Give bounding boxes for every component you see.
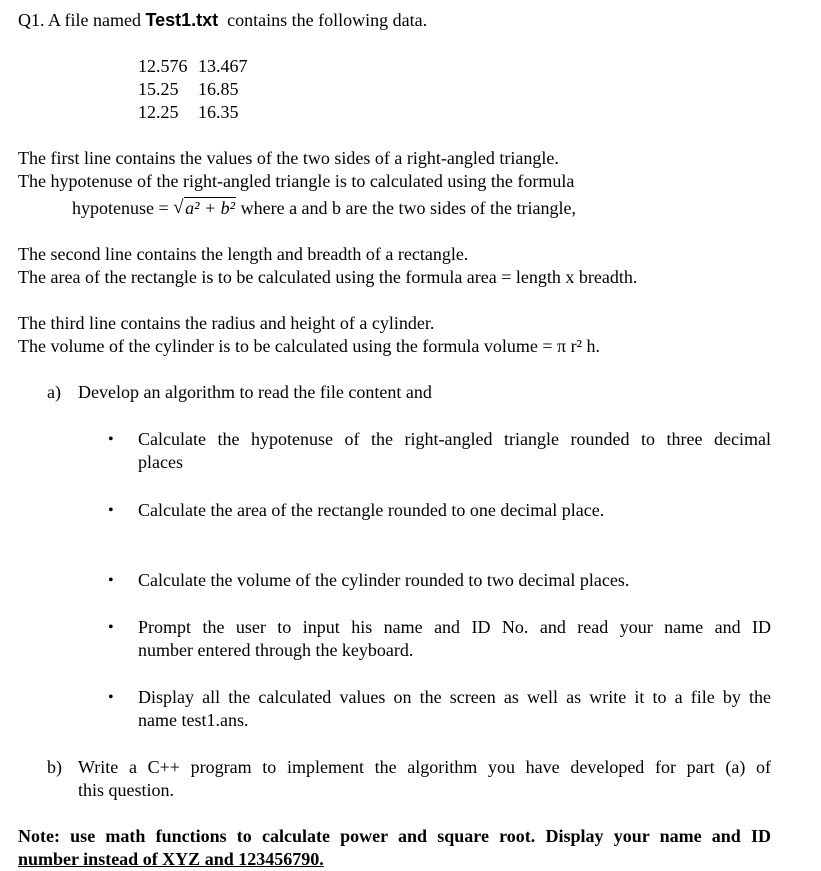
note [18,825,771,871]
paragraph-line: The hypotenuse of the right-angled triangle is to calculated using the formula [18,171,575,191]
bullet-icon: • [108,619,114,636]
data-value: 13.467 [198,56,248,76]
data-row-1 [138,55,248,78]
bullet-icon: • [108,572,114,589]
data-row-2 [138,78,239,101]
data-value: 16.35 [198,102,239,122]
bullet-icon: • [108,689,114,706]
hypotenuse-formula [72,197,576,220]
list-item [138,499,771,522]
question-heading [18,9,427,32]
radical-sign-icon: √ [173,197,184,218]
list-item-line: number entered through the keyboard. [138,640,414,660]
list-item [138,569,771,592]
formula-radicand: a² + b² [185,198,236,218]
file-name: Test1.txt [145,10,219,30]
list-item-line: Prompt the user to input his name and ID No. and read your name and ID [138,617,771,637]
part-b-label: b) [47,757,62,777]
bullet-icon: • [108,431,114,448]
paragraph-line: The area of the rectangle is to be calculated using the formula area = length x breadth. [18,267,638,287]
note-line: number instead of XYZ and 123456790. [18,849,324,869]
list-item-line: Display all the calculated values on the screen as well as write it to a file by the [138,687,771,707]
question-number: Q1. A file named [18,10,146,30]
note-line: Note: use math functions to calculate power and square root. Display your name and ID [18,826,771,846]
list-item [138,428,771,474]
part-b-line: Write a C++ program to implement the algorithm you have developed for part (a) of [78,757,771,777]
list-item [138,686,771,732]
list-item [138,616,771,662]
paragraph-line: The volume of the cylinder is to be calculated using the formula volume = π r² h. [18,336,600,356]
part-a-text: Develop an algorithm to read the file content and [78,382,432,402]
data-row-3 [138,101,239,124]
data-value: 16.85 [198,79,239,99]
list-item-line: Calculate the area of the rectangle rounded to one decimal place. [138,500,605,520]
paragraph-line: The third line contains the radius and height of a cylinder. [18,313,435,333]
data-value: 15.25 [138,79,179,99]
list-item-line: Calculate the volume of the cylinder rounded to two decimal places. [138,570,630,590]
formula-prefix: hypotenuse = [72,198,174,218]
square-root [173,197,236,220]
paragraph-line: The first line contains the values of the two sides of a right-angled triangle. [18,148,559,168]
paragraph-line: The second line contains the length and breadth of a rectangle. [18,244,469,264]
bullet-icon: • [108,502,114,519]
question-rest: contains the following data. [218,10,428,30]
formula-suffix: where a and b are the two sides of the triangle, [236,198,576,218]
part-b-text [78,756,771,802]
list-item-line: name test1.ans. [138,710,249,730]
data-value: 12.576 [138,56,188,76]
list-item-line: Calculate the hypotenuse of the right-angled triangle rounded to three decimal [138,429,771,449]
part-a-label: a) [47,382,61,402]
list-item-line: places [138,452,183,472]
data-value: 12.25 [138,102,179,122]
part-b-line: this question. [78,780,175,800]
